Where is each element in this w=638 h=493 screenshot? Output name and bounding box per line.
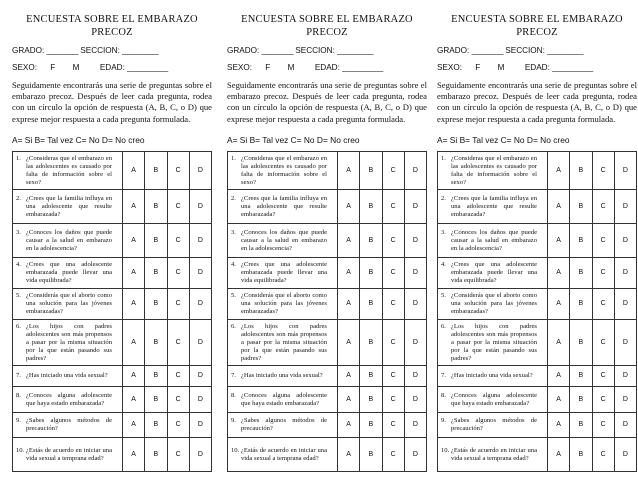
question-row	[228, 366, 427, 387]
title-line-2: PRECOZ	[306, 27, 348, 38]
question-row	[13, 289, 212, 320]
question-row	[438, 366, 637, 387]
answer-option-a[interactable]: A	[123, 289, 145, 320]
seccion-field[interactable]: SECCION: ________	[80, 46, 159, 55]
question-row	[438, 289, 637, 320]
question-text: ¿Considerás que el aborto como una solución para las jóvenes embarazadas?	[26, 292, 112, 315]
answer-option-a[interactable]: A	[548, 190, 570, 224]
question-number: 6.	[441, 322, 446, 330]
answer-option-c[interactable]: C	[592, 438, 614, 472]
answer-option-c[interactable]: C	[382, 152, 404, 190]
question-row	[13, 152, 212, 190]
survey-title	[227, 13, 427, 39]
question-text-cell	[228, 190, 338, 224]
answer-option-a[interactable]: A	[548, 320, 570, 366]
question-text-cell	[438, 190, 548, 224]
question-text-cell	[13, 190, 123, 224]
answer-option-d[interactable]: D	[614, 289, 636, 320]
answer-option-b[interactable]: B	[570, 413, 592, 438]
instructions-text: Seguidamente encontrarás una serie de preguntas sobre el embarazo precoz. Después de leer cada pregunta, rodea con un círculo la opción de respuesta (A, B, C, o D) que exprese mejor respuesta a cada pregunta formulada.	[437, 80, 637, 124]
grado-seccion-row	[227, 46, 427, 55]
question-text-cell	[438, 224, 548, 258]
answer-scale: A= Si B= Tal vez C= No D= No creo	[437, 135, 570, 145]
question-number: 2.	[231, 194, 236, 202]
question-text: ¿Conoces alguna adolescente que haya estado embarazada?	[451, 391, 537, 407]
question-number: 2.	[441, 194, 446, 202]
question-number: 7.	[16, 372, 21, 379]
question-number: 10.	[16, 446, 25, 454]
survey-panel	[227, 0, 427, 493]
question-number: 5.	[441, 292, 446, 299]
question-row	[13, 190, 212, 224]
question-text-cell	[13, 289, 123, 320]
question-row	[228, 289, 427, 320]
answer-option-a[interactable]: A	[123, 152, 145, 190]
answer-option-c[interactable]: C	[167, 190, 189, 224]
question-text-cell	[13, 224, 123, 258]
question-number: 4.	[16, 261, 21, 268]
question-text: ¿Crees que una adolescente embarazada puede llevar una vida equilibrada?	[241, 261, 327, 284]
question-row	[228, 224, 427, 258]
answer-option-c[interactable]: C	[167, 289, 189, 320]
question-text: ¿Sabes algunos métodos de precaución?	[241, 417, 327, 432]
answer-option-b[interactable]: B	[360, 152, 382, 190]
answer-option-a[interactable]: A	[548, 413, 570, 438]
question-text-cell	[438, 258, 548, 289]
answer-option-c[interactable]: C	[167, 438, 189, 472]
answer-option-d[interactable]: D	[189, 258, 211, 289]
answer-option-a[interactable]: A	[338, 387, 360, 413]
answer-option-b[interactable]: B	[570, 190, 592, 224]
sexo-edad-row	[227, 63, 427, 72]
survey-title	[12, 13, 212, 39]
answer-option-c[interactable]: C	[167, 224, 189, 258]
seccion-field[interactable]: SECCION: ________	[295, 46, 374, 55]
question-text: ¿Has iniciado una vida sexual?	[451, 372, 533, 379]
answer-option-d[interactable]: D	[614, 366, 636, 387]
answer-option-a[interactable]: A	[123, 387, 145, 413]
questions-table	[12, 151, 212, 472]
question-text-cell	[438, 320, 548, 366]
answer-option-b[interactable]: B	[145, 413, 167, 438]
grado-field[interactable]: GRADO: _______	[12, 46, 79, 55]
grado-seccion-row	[12, 46, 212, 55]
answer-option-c[interactable]: C	[382, 258, 404, 289]
answer-option-b[interactable]: B	[145, 190, 167, 224]
question-text-cell	[438, 289, 548, 320]
question-row	[438, 438, 637, 472]
question-row	[438, 413, 637, 438]
edad-field[interactable]: EDAD: _________	[99, 63, 169, 72]
answer-scale: A= Si B= Tal vez C= No D= No creo	[12, 135, 145, 145]
answer-scale: A= Si B= Tal vez C= No D= No creo	[227, 135, 360, 145]
answer-option-b[interactable]: B	[360, 224, 382, 258]
question-number: 5.	[231, 292, 236, 299]
title-line-2: PRECOZ	[516, 27, 558, 38]
answer-option-a[interactable]: A	[338, 190, 360, 224]
answer-option-d[interactable]: D	[189, 289, 211, 320]
answer-option-d[interactable]: D	[189, 366, 211, 387]
answer-option-d[interactable]: D	[189, 224, 211, 258]
sexo-edad-row	[437, 63, 637, 72]
answer-option-b[interactable]: B	[360, 320, 382, 366]
instructions-text: Seguidamente encontrarás una serie de preguntas sobre el embarazo precoz. Después de leer cada pregunta, rodea con un círculo la opción de respuesta (A, B, C, o D) que exprese mejor respuesta a cada pregunta formulada.	[227, 80, 427, 124]
question-text: ¿Has iniciado una vida sexual?	[26, 372, 108, 379]
answer-option-d[interactable]: D	[404, 258, 426, 289]
answer-option-a[interactable]: A	[338, 320, 360, 366]
survey-panel	[437, 0, 637, 493]
question-number: 6.	[16, 322, 21, 330]
answer-option-d[interactable]: D	[614, 413, 636, 438]
question-row	[438, 190, 637, 224]
question-row	[228, 190, 427, 224]
answer-option-c[interactable]: C	[592, 152, 614, 190]
instructions-text: Seguidamente encontrarás una serie de preguntas sobre el embarazo precoz. Después de leer cada pregunta, rodea con un círculo la opción de respuesta (A, B, C, o D) que exprese mejor respuesta a cada pregunta formulada.	[12, 80, 212, 124]
edad-field[interactable]: EDAD: _________	[524, 63, 594, 72]
answer-option-b[interactable]: B	[570, 258, 592, 289]
survey-panel	[12, 0, 212, 493]
answer-option-c[interactable]: C	[382, 190, 404, 224]
answer-option-d[interactable]: D	[404, 289, 426, 320]
answer-option-b[interactable]: B	[145, 258, 167, 289]
answer-option-a[interactable]: A	[548, 258, 570, 289]
sexo-option-m[interactable]: M	[497, 63, 505, 72]
answer-option-c[interactable]: C	[592, 387, 614, 413]
answer-option-b[interactable]: B	[570, 224, 592, 258]
answer-option-d[interactable]: D	[189, 152, 211, 190]
question-text: ¿Consideras que el embarazo en las adolescentes es causado por falta de información sobre el sexo?	[241, 154, 327, 186]
answer-option-b[interactable]: B	[360, 289, 382, 320]
question-row	[228, 387, 427, 413]
grado-field[interactable]: GRADO: _______	[437, 46, 504, 55]
question-text: ¿Estás de acuerdo en iniciar una vida sexual a temprana edad?	[26, 446, 112, 462]
answer-option-a[interactable]: A	[338, 152, 360, 190]
title-line-2: PRECOZ	[91, 27, 133, 38]
question-number: 1.	[441, 154, 446, 162]
question-text-cell	[438, 438, 548, 472]
answer-option-a[interactable]: A	[338, 258, 360, 289]
answer-option-b[interactable]: B	[360, 387, 382, 413]
question-number: 10.	[441, 446, 450, 454]
question-text-cell	[438, 366, 548, 387]
answer-option-b[interactable]: B	[570, 387, 592, 413]
answer-option-d[interactable]: D	[404, 438, 426, 472]
question-text: ¿Conoces los daños que puede causar a la salud en embarazo en la adolescencia?	[451, 228, 537, 252]
question-number: 1.	[231, 154, 236, 162]
answer-option-a[interactable]: A	[548, 366, 570, 387]
answer-option-d[interactable]: D	[614, 152, 636, 190]
answer-option-b[interactable]: B	[360, 438, 382, 472]
question-row	[228, 258, 427, 289]
question-row	[438, 387, 637, 413]
question-text: ¿Consideras que el embarazo en las adolescentes es causado por falta de información sobre el sexo?	[26, 154, 112, 186]
answer-option-b[interactable]: B	[570, 366, 592, 387]
sexo-edad-row	[12, 63, 212, 72]
question-number: 7.	[441, 372, 446, 379]
answer-option-c[interactable]: C	[382, 320, 404, 366]
answer-option-b[interactable]: B	[570, 320, 592, 366]
answer-option-a[interactable]: A	[338, 289, 360, 320]
question-number: 3.	[231, 228, 236, 236]
answer-option-b[interactable]: B	[145, 320, 167, 366]
question-row	[438, 258, 637, 289]
answer-option-d[interactable]: D	[189, 387, 211, 413]
answer-option-c[interactable]: C	[592, 320, 614, 366]
answer-option-b[interactable]: B	[360, 366, 382, 387]
question-row	[228, 152, 427, 190]
answer-option-b[interactable]: B	[570, 289, 592, 320]
question-number: 3.	[441, 228, 446, 236]
title-line-1: ENCUESTA SOBRE EL EMBARAZO	[451, 14, 623, 25]
answer-option-c[interactable]: C	[382, 438, 404, 472]
sexo-option-f[interactable]: F	[50, 63, 56, 72]
answer-option-d[interactable]: D	[614, 438, 636, 472]
answer-option-c[interactable]: C	[592, 413, 614, 438]
question-number: 5.	[16, 292, 21, 299]
sexo-label: SEXO:	[12, 63, 38, 72]
answer-option-c[interactable]: C	[167, 152, 189, 190]
question-number: 3.	[16, 228, 21, 236]
question-number: 1.	[16, 154, 21, 162]
edad-field[interactable]: EDAD: _________	[314, 63, 384, 72]
question-text-cell	[13, 438, 123, 472]
question-text: ¿Los hijos con padres adolescentes son más propensos a pasar por la misma situación por la que están pasando sus padres?	[241, 322, 327, 362]
question-text: ¿Conoces los daños que puede causar a la salud en embarazo en la adolescencia?	[26, 228, 112, 252]
answer-option-b[interactable]: B	[145, 387, 167, 413]
sexo-option-f[interactable]: F	[265, 63, 271, 72]
question-number: 2.	[16, 194, 21, 202]
question-text-cell	[228, 438, 338, 472]
question-text: ¿Sabes algunos métodos de precaución?	[26, 417, 112, 432]
question-text: ¿Has iniciado una vida sexual?	[241, 372, 323, 379]
question-text-cell	[228, 224, 338, 258]
survey-title	[437, 13, 637, 39]
question-text: ¿Los hijos con padres adolescentes son más propensos a pasar por la misma situación por la que están pasando sus padres?	[451, 322, 537, 362]
answer-option-b[interactable]: B	[360, 258, 382, 289]
answer-option-c[interactable]: C	[167, 320, 189, 366]
question-text: ¿Crees que una adolescente embarazada puede llevar una vida equilibrada?	[451, 261, 537, 284]
question-row	[438, 224, 637, 258]
answer-option-a[interactable]: A	[338, 413, 360, 438]
question-text: ¿Los hijos con padres adolescentes son más propensos a pasar por la misma situación por la que están pasando sus padres?	[26, 322, 112, 362]
question-text-cell	[13, 366, 123, 387]
question-text-cell	[13, 387, 123, 413]
question-text: ¿Estás de acuerdo en iniciar una vida sexual a temprana edad?	[241, 446, 327, 462]
question-row	[13, 438, 212, 472]
sexo-label: SEXO:	[437, 63, 463, 72]
sexo-label: SEXO:	[227, 63, 253, 72]
answer-option-a[interactable]: A	[123, 258, 145, 289]
question-text: ¿Conoces alguna adolescente que haya estado embarazada?	[241, 391, 327, 407]
answer-option-b[interactable]: B	[570, 438, 592, 472]
question-number: 8.	[231, 391, 236, 399]
title-line-1: ENCUESTA SOBRE EL EMBARAZO	[26, 14, 198, 25]
question-text-cell	[228, 366, 338, 387]
answer-option-a[interactable]: A	[548, 438, 570, 472]
answer-option-c[interactable]: C	[382, 289, 404, 320]
answer-option-a[interactable]: A	[338, 366, 360, 387]
question-text-cell	[438, 413, 548, 438]
question-text: ¿Crees que la familia influya en una adolescente que resulte embarazada?	[241, 194, 327, 218]
answer-option-d[interactable]: D	[404, 387, 426, 413]
question-number: 8.	[441, 391, 446, 399]
answer-option-a[interactable]: A	[548, 289, 570, 320]
question-text: ¿Estás de acuerdo en iniciar una vida sexual a temprana edad?	[451, 446, 537, 462]
answer-option-d[interactable]: D	[404, 366, 426, 387]
answer-option-b[interactable]: B	[570, 152, 592, 190]
answer-option-a[interactable]: A	[123, 366, 145, 387]
grado-field[interactable]: GRADO: _______	[227, 46, 294, 55]
question-text: ¿Sabes algunos métodos de precaución?	[451, 417, 537, 432]
answer-option-d[interactable]: D	[614, 387, 636, 413]
answer-option-d[interactable]: D	[614, 224, 636, 258]
answer-option-d[interactable]: D	[614, 258, 636, 289]
answer-option-a[interactable]: A	[123, 320, 145, 366]
question-row	[228, 413, 427, 438]
answer-option-c[interactable]: C	[592, 258, 614, 289]
question-text-cell	[228, 387, 338, 413]
question-number: 9.	[231, 417, 236, 424]
sexo-option-m[interactable]: M	[287, 63, 295, 72]
question-text: ¿Crees que la familia influya en una adolescente que resulte embarazada?	[451, 194, 537, 218]
answer-option-b[interactable]: B	[145, 366, 167, 387]
question-number: 9.	[441, 417, 446, 424]
answer-option-c[interactable]: C	[382, 387, 404, 413]
answer-option-c[interactable]: C	[167, 387, 189, 413]
question-row	[438, 320, 637, 366]
question-text-cell	[228, 152, 338, 190]
answer-option-c[interactable]: C	[382, 224, 404, 258]
answer-option-c[interactable]: C	[382, 366, 404, 387]
question-text-cell	[228, 258, 338, 289]
answer-option-c[interactable]: C	[167, 258, 189, 289]
question-row	[13, 387, 212, 413]
question-number: 10.	[231, 446, 240, 454]
answer-option-d[interactable]: D	[614, 190, 636, 224]
answer-option-d[interactable]: D	[189, 190, 211, 224]
answer-option-d[interactable]: D	[404, 413, 426, 438]
question-number: 4.	[231, 261, 236, 268]
question-text-cell	[13, 152, 123, 190]
question-number: 8.	[16, 391, 21, 399]
question-row	[13, 413, 212, 438]
answer-option-c[interactable]: C	[592, 190, 614, 224]
question-number: 6.	[231, 322, 236, 330]
answer-option-a[interactable]: A	[548, 224, 570, 258]
title-line-1: ENCUESTA SOBRE EL EMBARAZO	[241, 14, 413, 25]
answer-option-c[interactable]: C	[167, 413, 189, 438]
question-text-cell	[438, 387, 548, 413]
seccion-field[interactable]: SECCION: ________	[505, 46, 584, 55]
question-text-cell	[228, 320, 338, 366]
answer-option-c[interactable]: C	[592, 366, 614, 387]
question-number: 9.	[16, 417, 21, 424]
answer-option-d[interactable]: D	[404, 190, 426, 224]
question-text-cell	[13, 320, 123, 366]
answer-option-b[interactable]: B	[360, 190, 382, 224]
answer-option-a[interactable]: A	[123, 438, 145, 472]
answer-option-b[interactable]: B	[360, 413, 382, 438]
answer-option-d[interactable]: D	[189, 320, 211, 366]
question-text: ¿Conoces los daños que puede causar a la salud en embarazo en la adolescencia?	[241, 228, 327, 252]
question-text: ¿Consideras que el embarazo en las adolescentes es causado por falta de información sobre el sexo?	[451, 154, 537, 186]
question-text: ¿Crees que una adolescente embarazada puede llevar una vida equilibrada?	[26, 261, 112, 284]
answer-option-b[interactable]: B	[145, 289, 167, 320]
answer-option-d[interactable]: D	[404, 320, 426, 366]
questions-table	[227, 151, 427, 472]
question-row	[13, 366, 212, 387]
question-text: ¿Conoces alguna adolescente que haya estado embarazada?	[26, 391, 112, 407]
answer-option-a[interactable]: A	[123, 413, 145, 438]
answer-option-c[interactable]: C	[167, 366, 189, 387]
question-row	[13, 258, 212, 289]
question-text: ¿Considerás que el aborto como una solución para las jóvenes embarazadas?	[451, 292, 537, 315]
answer-option-b[interactable]: B	[145, 438, 167, 472]
sexo-option-f[interactable]: F	[475, 63, 481, 72]
answer-option-c[interactable]: C	[592, 289, 614, 320]
answer-option-d[interactable]: D	[404, 152, 426, 190]
answer-option-d[interactable]: D	[614, 320, 636, 366]
answer-option-a[interactable]: A	[338, 224, 360, 258]
question-row	[13, 320, 212, 366]
answer-option-b[interactable]: B	[145, 152, 167, 190]
questions-table	[437, 151, 637, 472]
question-text: ¿Considerás que el aborto como una solución para las jóvenes embarazadas?	[241, 292, 327, 315]
question-row	[438, 152, 637, 190]
sexo-option-m[interactable]: M	[72, 63, 80, 72]
question-text-cell	[228, 413, 338, 438]
answer-option-a[interactable]: A	[123, 224, 145, 258]
answer-option-c[interactable]: C	[382, 413, 404, 438]
answer-option-a[interactable]: A	[338, 438, 360, 472]
answer-option-d[interactable]: D	[189, 438, 211, 472]
answer-option-d[interactable]: D	[189, 413, 211, 438]
answer-option-d[interactable]: D	[404, 224, 426, 258]
answer-option-a[interactable]: A	[123, 190, 145, 224]
question-number: 7.	[231, 372, 236, 379]
question-row	[228, 438, 427, 472]
question-text-cell	[13, 413, 123, 438]
question-text-cell	[13, 258, 123, 289]
grado-seccion-row	[437, 46, 637, 55]
question-number: 4.	[441, 261, 446, 268]
answer-option-b[interactable]: B	[145, 224, 167, 258]
answer-option-a[interactable]: A	[548, 387, 570, 413]
answer-option-a[interactable]: A	[548, 152, 570, 190]
question-text: ¿Crees que la familia influya en una adolescente que resulte embarazada?	[26, 194, 112, 218]
question-row	[13, 224, 212, 258]
question-row	[228, 320, 427, 366]
question-text-cell	[438, 152, 548, 190]
answer-option-c[interactable]: C	[592, 224, 614, 258]
question-text-cell	[228, 289, 338, 320]
